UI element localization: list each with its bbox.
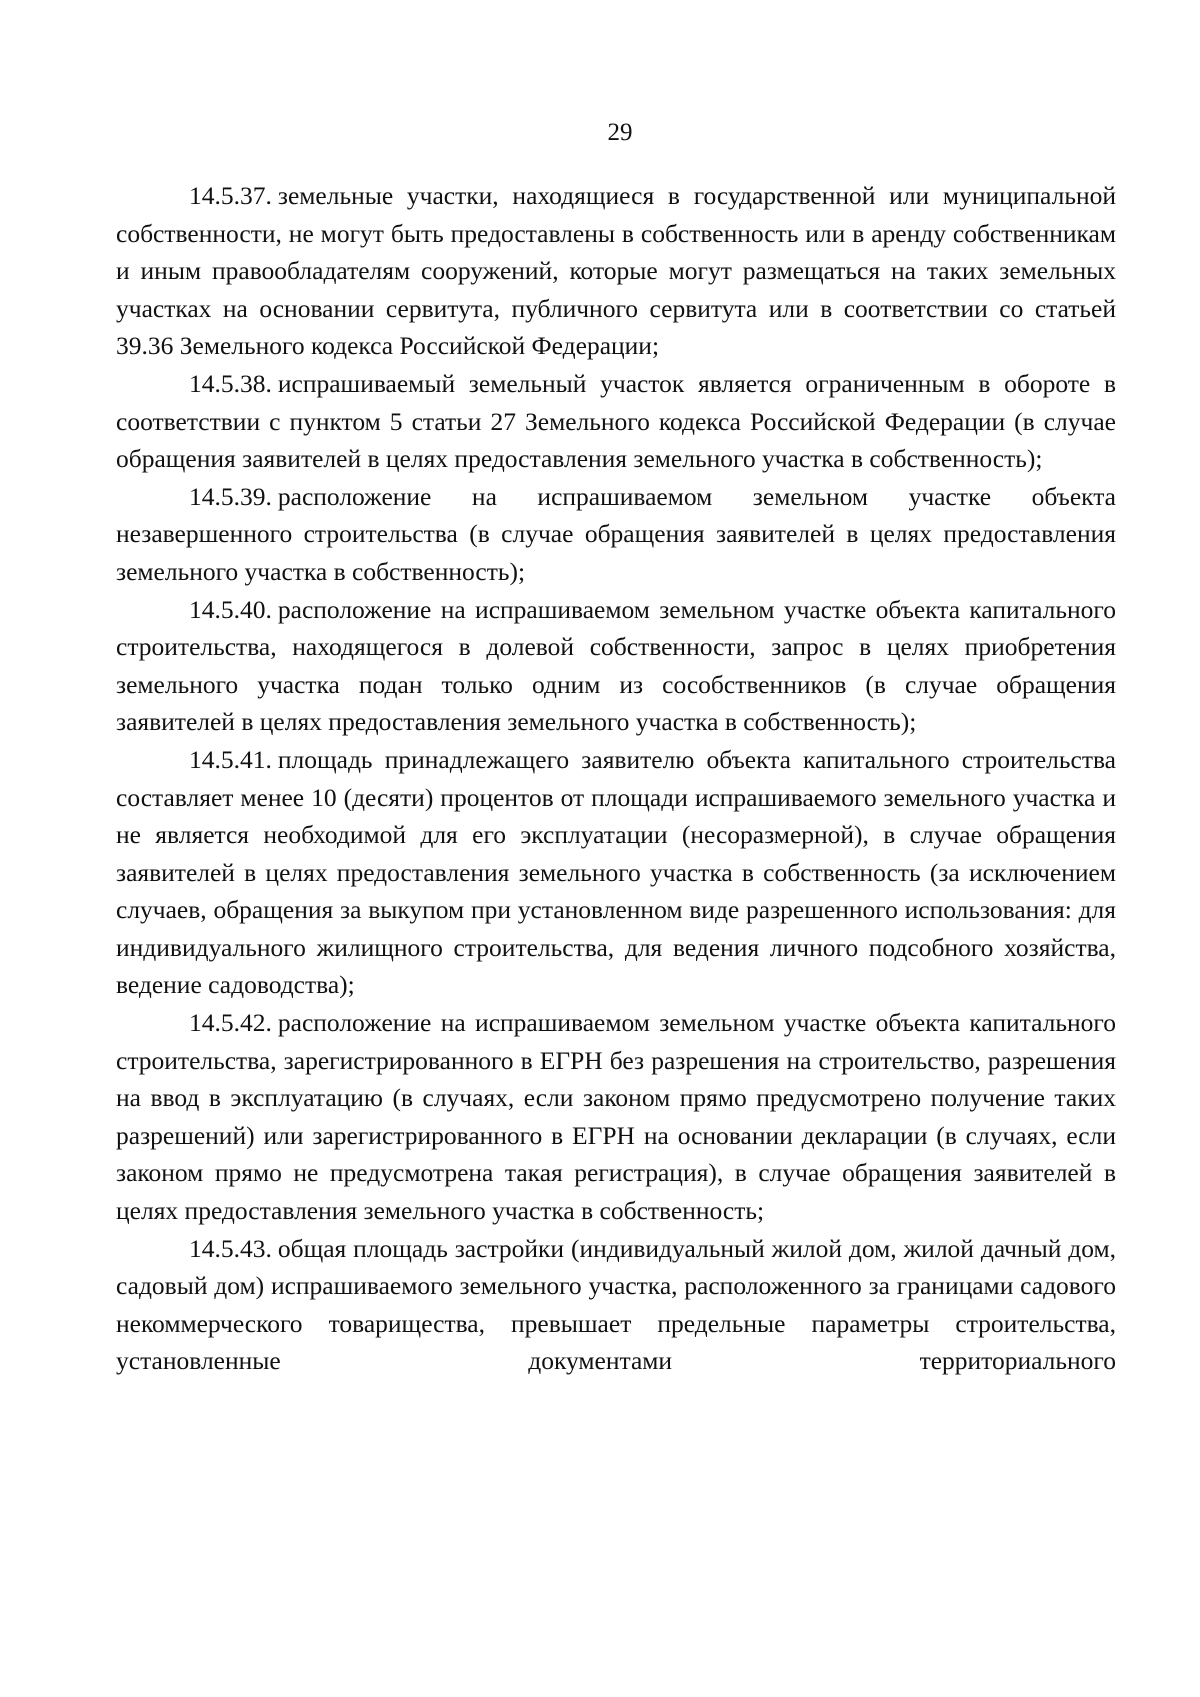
clause-number: 14.5.42.: [189, 1008, 272, 1038]
clause-text: расположение на испрашиваемом земельном участке объекта капитального строительства, зарегистрированного в ЕГРН без разрешения на строительство, разрешения на ввод в эксплуатацию (в случаях, если законом прямо предусмотрено получение таких разрешений) или зарегистрированного в ЕГРН на основании декларации (в случаях, если законом прямо не предусмотрена такая регистрация), в случае обращения заявителей в целях предоставления земельного участка в собственность;: [116, 1008, 1116, 1226]
clause-text: земельные участки, находящиеся в государственной или муниципальной собственности, не могут быть предоставлены в собственность или в аренду собственникам и иным правообладателям сооружений, которые могут размещаться на таких земельных участках на основании сервитута, публичного сервитута или в соответствии со статьей 39.36 Земельного кодекса Российской Федерации;: [116, 181, 1116, 361]
document-body: [116, 177, 1116, 1380]
clause-number: 14.5.38.: [189, 368, 272, 398]
page-number: 29: [607, 119, 633, 146]
paragraph-14-5-40: [116, 591, 1116, 741]
clause-text: испрашиваемый земельный участок является ограниченным в обороте в соответствии с пунктом 5 статьи 27 Земельного кодекса Российской Федерации (в случае обращения заявителей в целях предоставления земельного участка в собственность);: [116, 368, 1116, 474]
clause-number: 14.5.40.: [189, 594, 272, 624]
paragraph-14-5-42: [116, 1004, 1116, 1230]
clause-number: 14.5.39.: [189, 481, 272, 511]
clause-text: общая площадь застройки (индивидуальный жилой дом, жилой дачный дом, садовый дом) испрашиваемого земельного участка, расположенного за границами садового некоммерческого товарищества, превышает предельные параметры строительства, установленные документами территориального: [116, 1233, 1116, 1376]
paragraph-14-5-41: [116, 741, 1116, 1004]
paragraph-14-5-39: [116, 478, 1116, 591]
clause-text: расположение на испрашиваемом земельном участке объекта капитального строительства, находящегося в долевой собственности, запрос в целях приобретения земельного участка подан только одним из сособственников (в случае обращения заявителей в целях предоставления земельного участка в собственность);: [116, 594, 1116, 737]
clause-text: площадь принадлежащего заявителю объекта капитального строительства составляет менее 10 (десяти) процентов от площади испрашиваемого земельного участка и не является необходимой для его эксплуатации (несоразмерной), в случае обращения заявителей в целях предоставления земельного участка в собственность (за исключением случаев, обращения за выкупом при установленном виде разрешенного использования: для индивидуального жилищного строительства, для ведения личного подсобного хозяйства, ведение садоводства);: [116, 744, 1116, 1000]
paragraph-14-5-43: [116, 1230, 1116, 1380]
paragraph-14-5-38: [116, 365, 1116, 478]
clause-number: 14.5.43.: [189, 1233, 272, 1263]
paragraph-14-5-37: [116, 177, 1116, 365]
clause-number: 14.5.41.: [189, 744, 272, 774]
clause-number: 14.5.37.: [189, 181, 272, 210]
clause-text: расположение на испрашиваемом земельном участке объекта незавершенного строительства (в случае обращения заявителей в целях предоставления земельного участка в собственность);: [116, 481, 1116, 586]
